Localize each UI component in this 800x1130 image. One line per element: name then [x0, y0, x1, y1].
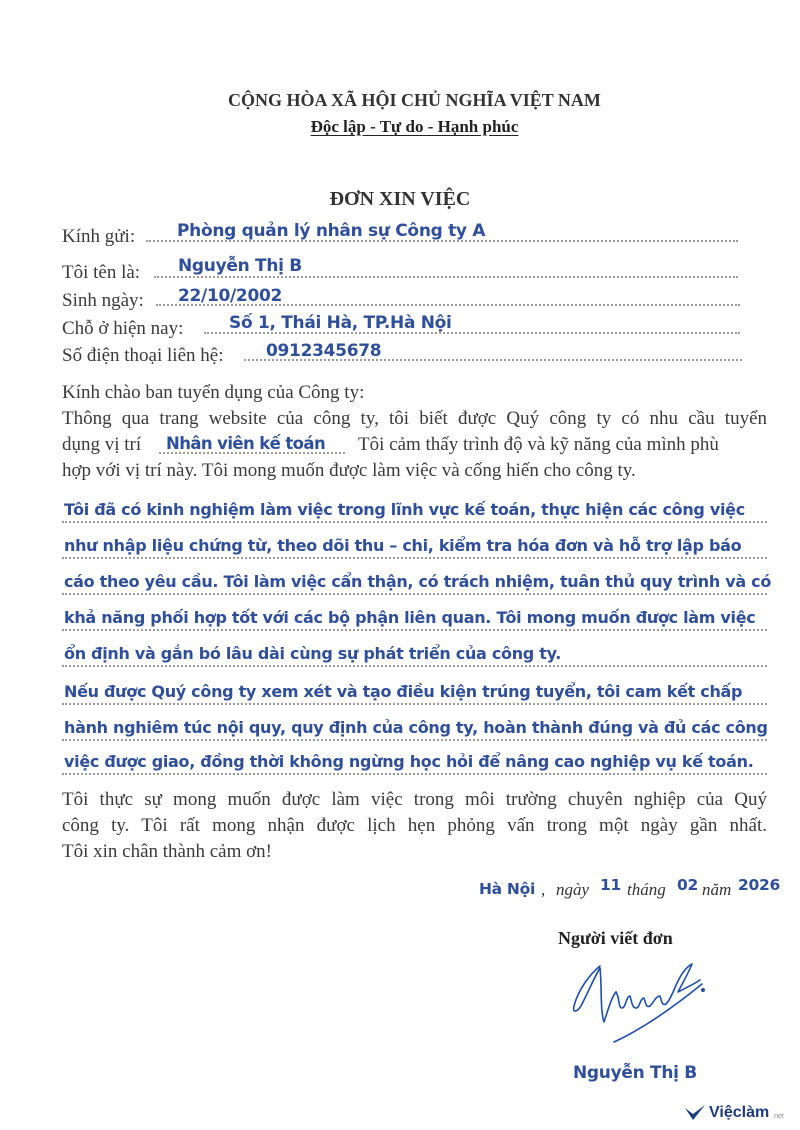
field-value-recipient: Phòng quản lý nhân sự Công ty A	[177, 221, 486, 241]
body-line: hành nghiêm túc nội quy, quy định của công ty, hoàn thành đúng và đủ các công	[64, 718, 768, 737]
field-label-recipient: Kính gửi:	[62, 226, 136, 247]
dotted-line	[62, 593, 767, 595]
logo-text: Việclàm	[709, 1104, 770, 1121]
greeting: Kính chào ban tuyển dụng của Công ty:	[62, 382, 365, 403]
dotted-line	[62, 665, 767, 667]
date-place: Hà Nội	[479, 880, 535, 898]
closing-paragraph	[62, 787, 767, 865]
date-day-label: ngày	[556, 880, 590, 899]
field-value-address: Số 1, Thái Hà, TP.Hà Nội	[229, 313, 452, 333]
date-day: 11	[600, 876, 621, 894]
body-line: ổn định và gắn bó lâu dài cùng sự phát triển của công ty.	[64, 644, 562, 663]
intro-line-3: hợp với vị trí này. Tôi mong muốn được làm việc và cống hiến cho công ty.	[62, 460, 636, 481]
dotted-line	[62, 773, 767, 775]
intro-prefix: dụng vị trí	[62, 434, 142, 455]
date-year: 2026	[738, 876, 780, 894]
vieclam-logo	[684, 1104, 784, 1122]
field-value-name: Nguyễn Thị B	[178, 256, 302, 276]
dotted-line	[62, 703, 767, 705]
body-line: việc được giao, đồng thời không ngừng học hỏi để nâng cao nghiệp vụ kế toán.	[64, 752, 754, 771]
signer-name: Nguyễn Thị B	[573, 1063, 697, 1083]
handwritten-signature	[560, 950, 720, 1050]
position-value: Nhân viên kế toán	[166, 434, 326, 453]
body-line: Nếu được Quý công ty xem xét và tạo điều kiện trúng tuyển, tôi cam kết chấp	[64, 682, 743, 701]
date-month-label: tháng	[627, 880, 666, 899]
intro-line-1: Thông qua trang website của công ty, tôi biết được Quý công ty có nhu cầu tuyển	[62, 408, 767, 429]
field-label-name: Tôi tên là:	[62, 262, 141, 283]
body-line: khả năng phối hợp tốt với các bộ phận liên quan. Tôi mong muốn được làm việc	[64, 608, 756, 627]
closing-line-2: công ty. Tôi rất mong nhận được lịch hẹn phỏng vấn trong một ngày gần nhất.	[62, 815, 767, 836]
date-year-label: năm	[702, 880, 732, 899]
dotted-line	[62, 629, 767, 631]
field-value-birthdate: 22/10/2002	[178, 286, 283, 306]
dotted-line	[62, 557, 767, 559]
intro-suffix: Tôi cảm thấy trình độ và kỹ năng của mình phù	[358, 434, 719, 455]
nation-header: CỘNG HÒA XÃ HỘI CHỦ NGHĨA VIỆT NAM	[228, 90, 601, 110]
closing-line-1: Tôi thực sự mong muốn được làm việc trong môi trường chuyên nghiệp của Quý	[62, 789, 767, 810]
document-title: ĐƠN XIN VIỆC	[329, 188, 471, 210]
logo-suffix: .net	[772, 1112, 784, 1120]
motto: Độc lập - Tự do - Hạnh phúc	[310, 117, 519, 136]
body-line: Tôi đã có kinh nghiệm làm việc trong lĩnh vực kế toán, thực hiện các công việc	[64, 500, 745, 519]
dotted-line	[62, 739, 767, 741]
field-label-birthdate: Sinh ngày:	[62, 290, 144, 311]
field-value-phone: 0912345678	[266, 341, 382, 361]
dotted-line	[154, 276, 738, 278]
body-line: như nhập liệu chứng từ, theo dõi thu – chi, kiểm tra hóa đơn và hỗ trợ lập báo	[64, 536, 742, 555]
field-label-phone: Số điện thoại liên hệ:	[62, 345, 224, 366]
dotted-line	[62, 521, 767, 523]
closing-line-3: Tôi xin chân thành cảm ơn!	[62, 841, 273, 862]
signer-title: Người viết đơn	[558, 928, 673, 948]
date-month: 02	[677, 876, 698, 894]
field-label-address: Chỗ ở hiện nay:	[62, 318, 184, 339]
logo-check-icon	[684, 1104, 706, 1122]
body-line: cáo theo yêu cầu. Tôi làm việc cẩn thận, có trách nhiệm, tuân thủ quy trình và có	[64, 572, 772, 591]
date-comma: ,	[541, 880, 546, 899]
